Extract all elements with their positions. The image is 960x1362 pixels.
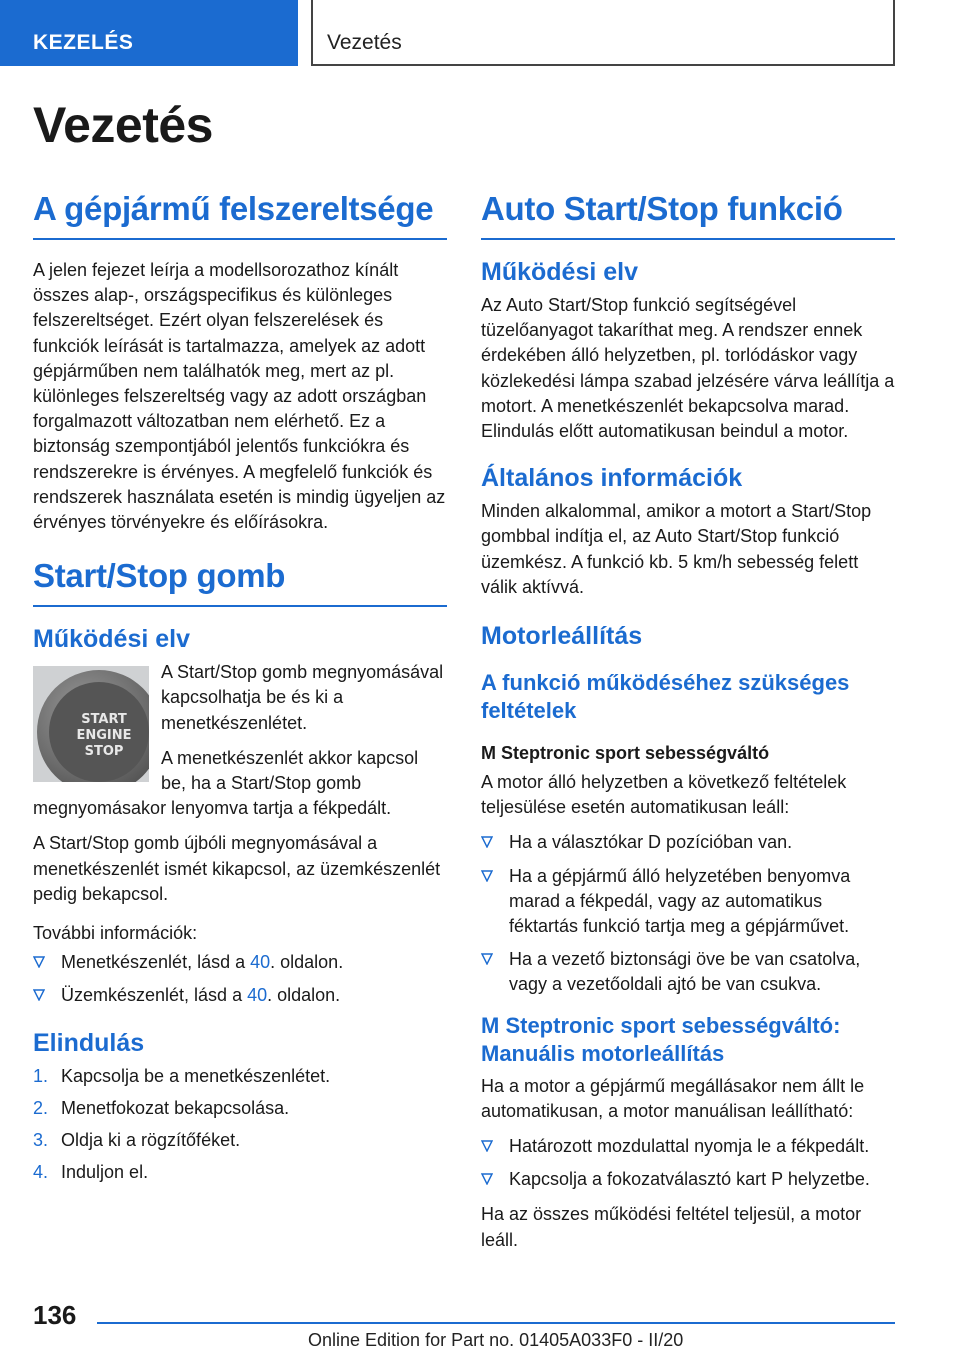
bullet-triangle-icon — [481, 1140, 493, 1152]
heading-working-principle: Működési elv — [33, 625, 190, 654]
button-label — [59, 712, 149, 760]
heading-general-info: Általános információk — [481, 464, 743, 493]
list-item — [33, 950, 447, 975]
reference-text: Menetkészenlét, lásd a — [61, 952, 251, 973]
list-item — [33, 1064, 447, 1089]
page-link-operational-readiness[interactable]: 40 — [250, 952, 271, 973]
startstop-text-3: A Start/Stop gomb újbóli megnyomásával a menetkészenlét ismét kikapcsol, az üzemkészenlét pedig bekapcsol. — [33, 833, 441, 904]
step-text: Induljon el. — [61, 1162, 149, 1183]
steptronic-text: A motor álló helyzetben a következő feltételek teljesülése esetén automatikusan leáll: — [481, 772, 847, 818]
list-item — [481, 864, 895, 940]
step-number: 4. — [33, 1162, 49, 1183]
startstop-text-1: A Start/Stop gomb megnyomásával kapcsolhatja be és ki a menetkészenlétet. — [161, 662, 444, 733]
final-text: Ha az összes működési feltétel teljesül, a motor leáll. — [481, 1204, 862, 1250]
heading-engine-stop: Motorleállítás — [481, 622, 643, 651]
bullet-triangle-icon — [33, 956, 45, 968]
general-text: Minden alkalommal, amikor a motort a Start/Stop gombbal indítja el, az Auto Start/Stop funkció üzemkész. A funkció kb. 5 km/h sebesség felett válik aktívvá. — [481, 501, 872, 597]
bullet-triangle-icon — [481, 870, 493, 882]
left-column — [33, 190, 447, 1192]
bullet-triangle-icon — [481, 836, 493, 848]
heading-auto-start-stop: Auto Start/Stop funkció — [481, 190, 895, 240]
button-label-line: START — [81, 712, 127, 728]
equipment-text: A jelen fejezet leírja a modellsorozathoz kínált összes alap-, országspecifikus és különleges felszereltséget. Ezért olyan felszerelések és funkciók leírását is tartalmazza, amelyek az adott gépjárműben nem találhatók meg, mert az pl. különleges felszereltség vagy az adott országban forgalmazott változatban nem elérhető. Ez a biztonság szempontjából jelentős funkciókra és rendszerekre is érvényes. A megfelelő funkciók és rendszerek használata esetén is mindig ügyeljen az érvényes törvényekre és előírásokra. — [33, 260, 446, 533]
reference-text: . oldalon. — [270, 952, 344, 973]
list-item — [33, 1160, 447, 1185]
heading-conditions: A funkció működéséhez szükséges feltételek — [481, 670, 850, 724]
button-label-line: STOP — [84, 744, 124, 760]
bullet-triangle-icon — [481, 953, 493, 965]
heading-start-stop-button: Start/Stop gomb — [33, 557, 447, 607]
step-number: 1. — [33, 1065, 49, 1086]
heading-manual-stop: M Steptronic sport sebességváltó: Manuális motorleállítás — [481, 1012, 841, 1066]
list-item — [33, 983, 447, 1008]
start-stop-button-image — [33, 666, 149, 782]
step-text: Oldja ki a rögzítőféket. — [61, 1130, 241, 1151]
list-item — [33, 1096, 447, 1121]
heading-working-principle: Működési elv — [481, 258, 638, 286]
condition-text: Ha a gépjármű álló helyzetében benyomva marad a fékpedál, vagy az automatikus féktartás funkció tartja meg a gépjárművet. — [509, 865, 851, 937]
heading-steptronic: M Steptronic sport sebességváltó — [481, 743, 770, 764]
steptronic-conditions — [481, 830, 895, 997]
button-ring-icon — [37, 670, 149, 782]
step-number: 2. — [33, 1097, 49, 1118]
edition-text: Online Edition for Part no. 01405A033F0 - II/20 — [308, 1330, 684, 1350]
page-link-standby[interactable]: 40 — [247, 985, 268, 1006]
manual-steps — [481, 1134, 895, 1192]
button-label-line: ENGINE — [76, 728, 132, 744]
page-title: Vezetés — [33, 97, 213, 153]
heading-departure: Elindulás — [33, 1028, 145, 1057]
list-item — [481, 1167, 895, 1192]
tab-chapter[interactable]: KEZELÉS — [0, 0, 298, 66]
list-item — [33, 1128, 447, 1153]
manual-step-text: Határozott mozdulattal nyomja le a fékpedált. — [509, 1136, 870, 1157]
manual-text: Ha a motor a gépjármű megállásakor nem állt le automatikusan, a motor manuálisan leállítható: — [481, 1075, 865, 1121]
list-item — [481, 947, 895, 997]
step-text: Kapcsolja be a menetkészenlétet. — [61, 1065, 331, 1086]
heading-equipment: A gépjármű felszereltsége — [33, 190, 447, 240]
list-item — [481, 1134, 895, 1159]
bullet-triangle-icon — [33, 989, 45, 1001]
reference-list — [33, 950, 447, 1008]
principle-text: Az Auto Start/Stop funkció segítségével tüzelőanyagot takaríthat meg. A rendszer ennek érdekében álló helyzetben, pl. torlódáskor vagy közlekedési lámpa szabad jelzésére várva leállítja a motort. A menetkészenlét bekapcsolva marad. Elindulás előtt automatikusan beindul a motor. — [481, 295, 895, 442]
step-number: 3. — [33, 1130, 49, 1151]
bullet-triangle-icon — [481, 1173, 493, 1185]
departure-steps — [33, 1064, 447, 1186]
reference-text: Üzemkészenlét, lásd a — [61, 985, 248, 1006]
condition-text: Ha a választókar D pozícióban van. — [509, 832, 793, 853]
top-navigation — [0, 0, 960, 66]
tab-section[interactable]: Vezetés — [311, 0, 895, 66]
right-column — [481, 190, 895, 1263]
startstop-text-2: A menetkészenlét akkor kapcsol be, ha a Start/Stop gomb megnyomásakor lenyomva tartja a fékpedált. — [33, 747, 419, 819]
footer-divider — [97, 1322, 895, 1324]
manual-step-text: Kapcsolja a fokozatválasztó kart P helyzetbe. — [509, 1169, 870, 1190]
list-item — [481, 830, 895, 855]
more-info-label: További információk: — [33, 923, 198, 944]
condition-text: Ha a vezető biztonsági öve be van csatolva, vagy a vezetőoldali ajtó be van csukva. — [509, 949, 861, 995]
reference-text: . oldalon. — [267, 985, 341, 1006]
button-face — [49, 682, 149, 782]
step-text: Menetfokozat bekapcsolása. — [61, 1097, 290, 1118]
page-number: 136 — [33, 1300, 77, 1330]
